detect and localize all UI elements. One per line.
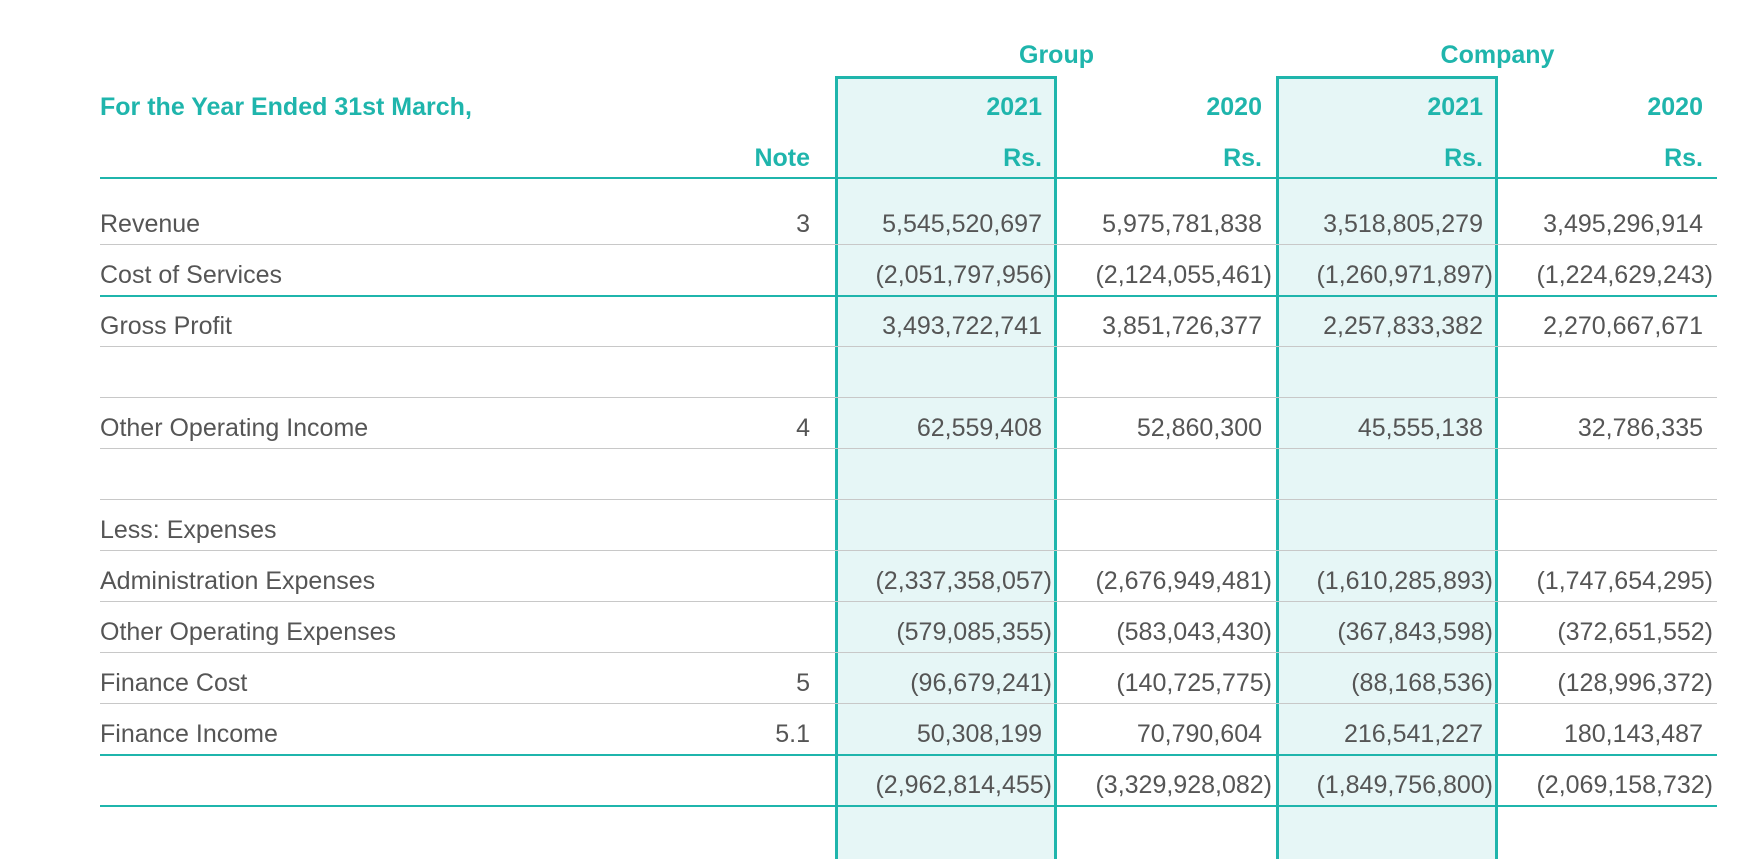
table-row xyxy=(0,556,1761,607)
row-value: 3,851,726,377 xyxy=(1102,312,1262,340)
row-label: Cost of Services xyxy=(100,261,283,289)
company-heading: Company xyxy=(1440,41,1555,69)
row-value: 3,493,722,741 xyxy=(882,312,1042,340)
row-value: (1,260,971,897) xyxy=(1316,261,1493,289)
row-divider xyxy=(100,805,1717,807)
table-row xyxy=(0,352,1761,403)
row-label: Other Operating Income xyxy=(100,414,369,442)
table-row xyxy=(0,199,1761,250)
group-heading: Group xyxy=(1019,41,1094,69)
row-label: Gross Profit xyxy=(100,312,232,340)
row-value: (1,224,629,243) xyxy=(1536,261,1713,289)
row-value: 3,495,296,914 xyxy=(1543,210,1703,238)
row-value: (2,337,358,057) xyxy=(875,567,1052,595)
period-heading: For the Year Ended 31st March, xyxy=(100,93,472,121)
row-note: 5.1 xyxy=(775,720,810,748)
row-value: (128,996,372) xyxy=(1557,669,1713,697)
row-label: Finance Cost xyxy=(100,669,248,697)
row-value: 216,541,227 xyxy=(1343,720,1483,748)
row-label: Less: Expenses xyxy=(100,516,277,544)
table-row xyxy=(0,403,1761,454)
row-divider xyxy=(100,448,1717,449)
table-row xyxy=(0,301,1761,352)
row-value: (2,069,158,732) xyxy=(1536,771,1713,799)
row-value: (583,043,430) xyxy=(1116,618,1272,646)
row-note: 4 xyxy=(796,414,810,442)
row-value: (3,329,928,082) xyxy=(1095,771,1272,799)
row-divider xyxy=(100,346,1717,347)
year-group-2020: 2020 xyxy=(1206,93,1262,121)
row-divider xyxy=(100,295,1717,297)
row-label: Finance Income xyxy=(100,720,278,748)
row-value: (367,843,598) xyxy=(1337,618,1493,646)
row-value: 3,518,805,279 xyxy=(1323,210,1483,238)
year-company-2021: 2021 xyxy=(1427,93,1483,121)
year-group-2021: 2021 xyxy=(986,93,1042,121)
row-value: 5,545,520,697 xyxy=(882,210,1042,238)
year-company-2020: 2020 xyxy=(1647,93,1703,121)
row-divider xyxy=(100,550,1717,551)
row-value: (2,051,797,956) xyxy=(875,261,1052,289)
row-divider xyxy=(100,499,1717,500)
currency-group-2021: Rs. xyxy=(1003,144,1042,172)
header-rule xyxy=(100,177,1717,179)
row-label: Other Operating Expenses xyxy=(100,618,396,646)
table-row xyxy=(0,505,1761,556)
row-value: (1,610,285,893) xyxy=(1316,567,1493,595)
row-value: 5,975,781,838 xyxy=(1102,210,1262,238)
currency-group-2020: Rs. xyxy=(1223,144,1262,172)
table-row xyxy=(0,454,1761,505)
row-value: (140,725,775) xyxy=(1116,669,1272,697)
row-divider xyxy=(100,601,1717,602)
row-divider xyxy=(100,703,1717,704)
row-value: (96,679,241) xyxy=(910,669,1052,697)
row-divider xyxy=(100,244,1717,245)
row-note: 5 xyxy=(796,669,810,697)
row-label: Revenue xyxy=(100,210,201,238)
currency-company-2021: Rs. xyxy=(1444,144,1483,172)
row-value: 2,270,667,671 xyxy=(1543,312,1703,340)
row-value: 70,790,604 xyxy=(1136,720,1262,748)
row-value: (372,651,552) xyxy=(1557,618,1713,646)
row-divider xyxy=(100,754,1717,756)
table-row xyxy=(0,607,1761,658)
note-heading: Note xyxy=(754,144,810,172)
row-value: (579,085,355) xyxy=(896,618,1052,646)
row-label: Administration Expenses xyxy=(100,567,376,595)
row-value: 180,143,487 xyxy=(1563,720,1703,748)
row-value: (2,962,814,455) xyxy=(875,771,1052,799)
row-value: (88,168,536) xyxy=(1351,669,1493,697)
row-value: (1,747,654,295) xyxy=(1536,567,1713,595)
row-value: 50,308,199 xyxy=(916,720,1042,748)
row-value: 2,257,833,382 xyxy=(1323,312,1483,340)
table-row xyxy=(0,760,1761,811)
row-value: (1,849,756,800) xyxy=(1316,771,1493,799)
table-row xyxy=(0,658,1761,709)
row-value: 32,786,335 xyxy=(1577,414,1703,442)
row-divider xyxy=(100,397,1717,398)
row-note: 3 xyxy=(796,210,810,238)
row-divider xyxy=(100,652,1717,653)
row-value: 62,559,408 xyxy=(916,414,1042,442)
row-value: 45,555,138 xyxy=(1357,414,1483,442)
row-value: 52,860,300 xyxy=(1136,414,1262,442)
currency-company-2020: Rs. xyxy=(1664,144,1703,172)
table-row xyxy=(0,250,1761,301)
row-value: (2,124,055,461) xyxy=(1095,261,1272,289)
table-row xyxy=(0,709,1761,760)
row-value: (2,676,949,481) xyxy=(1095,567,1272,595)
